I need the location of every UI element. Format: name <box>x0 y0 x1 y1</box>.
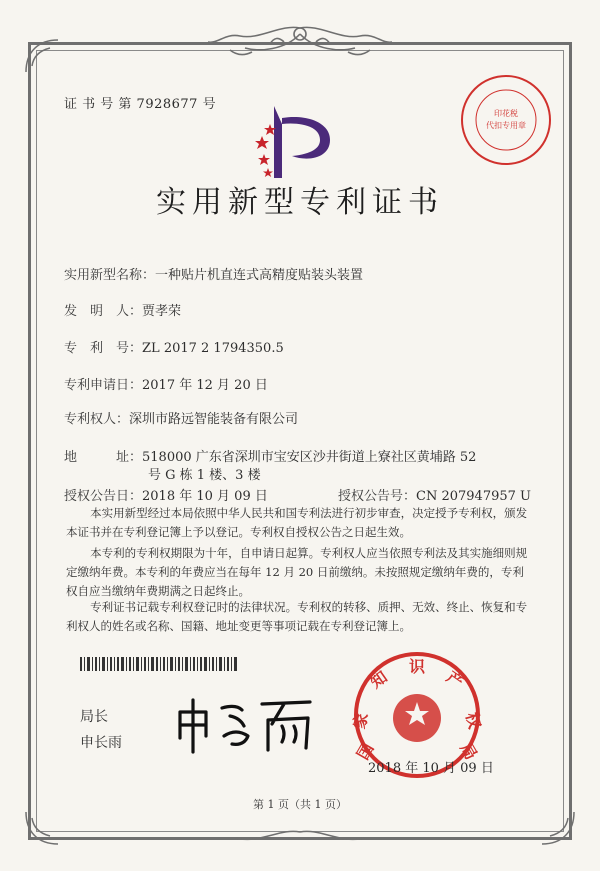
corner-ornament-bl <box>22 808 62 848</box>
grant-date-value: 2018 年 10 月 09 日 <box>142 489 268 504</box>
grant-number-row <box>338 485 531 504</box>
page-number-footer: 第 1 页（共 1 页） <box>253 798 347 811</box>
inventor-label: 发 明 人： <box>64 304 143 319</box>
svg-text:家: 家 <box>349 710 372 731</box>
filing-date-label: 专利申请日： <box>64 378 143 393</box>
utility-model-name-value: 一种贴片机直连式高精度贴装头装置 <box>155 268 364 283</box>
patent-number-label: 专 利 号： <box>64 341 143 356</box>
barcode <box>80 657 240 671</box>
filing-date-value: 2017 年 12 月 20 日 <box>142 378 268 393</box>
patent-number-row <box>64 337 284 356</box>
address-label: 地 址： <box>64 450 143 465</box>
svg-text:国: 国 <box>353 739 378 763</box>
tax-stamp-seal <box>458 72 554 168</box>
patent-number-value: ZL 2017 2 1794350.5 <box>142 341 284 356</box>
patentee-value: 深圳市路远智能装备有限公司 <box>129 412 299 427</box>
patentee-label: 专利权人： <box>64 412 130 427</box>
patentee-row <box>64 408 298 427</box>
grant-number-value: CN 207947957 U <box>416 489 531 504</box>
signatory-title: 局长 <box>80 709 108 725</box>
inventor-value: 贾孝荣 <box>142 304 182 319</box>
bottom-ornament <box>230 826 370 850</box>
svg-text:权: 权 <box>462 710 485 731</box>
paragraph-grant: 本实用新型经过本局依照中华人民共和国专利法进行初步审查，决定授予专利权，颁发本证书并在专利登记簿上予以登记。专利权自授权公告之日起生效。 <box>66 506 528 539</box>
grant-number-label: 授权公告号： <box>338 489 417 504</box>
patent-office-logo <box>252 96 350 182</box>
address-line-1: 518000 广东省深圳市宝安区沙井街道上寮社区黄埔路 52 <box>142 450 477 465</box>
svg-text:局: 局 <box>456 739 481 763</box>
svg-text:识: 识 <box>408 657 426 676</box>
certificate-number <box>64 93 216 112</box>
grant-date-row <box>64 485 268 504</box>
paragraph-legal-status: 专利证书记载专利权登记时的法律状况。专利权的转移、质押、无效、终止、恢复和专利权人的姓名或名称、国籍、地址变更等事项记载在专利登记簿上。 <box>66 600 528 633</box>
certificate-number-suffix: 号 <box>202 97 217 112</box>
certificate-title: 实用新型专利证书 <box>156 185 444 220</box>
paragraph-term: 本专利的专利权期限为十年，自申请日起算。专利权人应当依照专利法及其实施细则规定缴纳年费。本专利的年费应当在每年 12 月 20 日前缴纳。未按照规定缴纳年费的，专利权自应当缴纳年费期满之日起终止。 <box>66 546 528 598</box>
filing-date-row <box>64 374 268 393</box>
certificate-number-label: 证 书 号 第 <box>64 97 132 112</box>
svg-text:印花税: 印花税 <box>494 109 518 118</box>
utility-model-name-label: 实用新型名称： <box>64 268 156 283</box>
address-row <box>64 446 476 465</box>
address-line-2: 号 G 栋 1 楼、3 楼 <box>148 468 261 483</box>
grant-date-label: 授权公告日： <box>64 489 143 504</box>
top-ornament <box>200 20 400 66</box>
address-row-2 <box>148 464 261 483</box>
utility-model-name-row <box>64 264 363 283</box>
svg-text:代扣专用章: 代扣专用章 <box>486 121 526 130</box>
inventor-row <box>64 300 181 319</box>
corner-ornament-br <box>538 808 578 848</box>
corner-ornament-tl <box>22 36 62 76</box>
seal-date: 2018 年 10 月 09 日 <box>368 761 494 776</box>
signatory-name: 申长雨 <box>80 735 122 751</box>
svg-text:知: 知 <box>366 667 391 692</box>
svg-text:产: 产 <box>443 667 468 692</box>
certificate-number-value: 7928677 <box>136 97 198 112</box>
handwritten-signature <box>172 690 322 760</box>
